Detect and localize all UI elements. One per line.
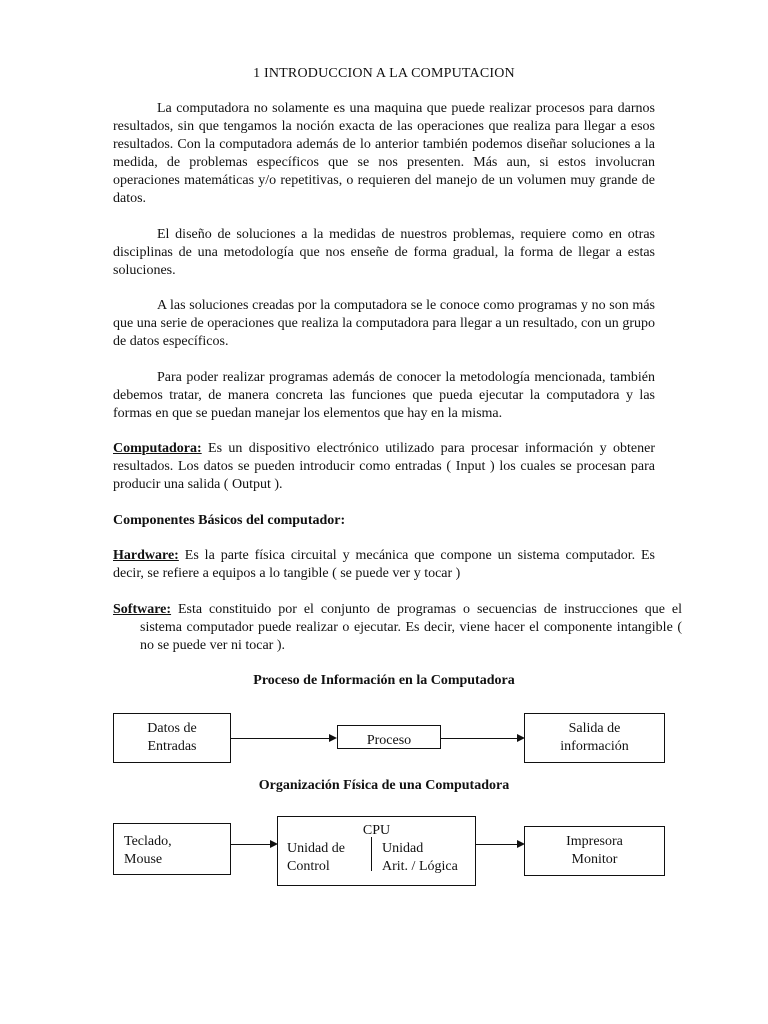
alu-unit-line2: Arit. / Lógica [382, 859, 458, 874]
alu-unit-line1: Unidad [382, 841, 424, 856]
arrow-input-to-cpu [231, 844, 270, 845]
diagram-organizacion-title: Organización Física de una Computadora [258, 778, 510, 793]
cpu-box [277, 816, 476, 886]
alu-unit [382, 840, 458, 876]
output-devices-line2: Monitor [571, 852, 618, 867]
input-data-line1: Datos de [147, 721, 197, 736]
componentes-heading: Componentes Básicos del computador: [113, 513, 346, 528]
output-info-line2: información [560, 739, 629, 754]
output-devices-box [524, 826, 665, 876]
arrow-cpu-to-output [476, 844, 517, 845]
term-hardware: Hardware: [113, 548, 179, 563]
arrow-input-to-process [231, 738, 329, 739]
arrow-head-icon [329, 734, 337, 742]
output-info-box [524, 713, 665, 763]
definition-hardware [113, 547, 655, 583]
control-unit-line1: Unidad de [287, 841, 345, 856]
input-devices-box [113, 823, 231, 875]
output-info-line1: Salida de [568, 721, 621, 736]
input-devices-line2: Mouse [124, 852, 163, 867]
paragraph-4: Para poder realizar programas además de conocer la metodología mencionada, también debemos tratar, de manera concreta las funciones que pueda ejecutar la computadora y las formas en que se puedan manejar los elementos que hay en la misma. [113, 370, 655, 421]
process-box [337, 725, 441, 749]
paragraph-2: El diseño de soluciones a la medidas de nuestros problemas, requiere como en otras disciplinas de una metodología que nos enseñe de forma gradual, la forma de llegar a estas soluciones. [113, 227, 655, 278]
definition-computadora-text: Es un dispositivo electrónico utilizado para procesar información y obtener resultados. Los datos se pueden introducir como entradas ( Input ) los cuales se procesan para producir una salida ( Output ). [113, 441, 655, 492]
definition-software [113, 601, 682, 655]
term-computadora: Computadora: [113, 441, 202, 456]
cpu-divider [371, 837, 372, 871]
definition-hardware-text: Es la parte física circuital y mecánica que compone un sistema computador. Es decir, se refiere a equipos a lo tangible ( se puede ver y tocar ) [113, 548, 655, 581]
control-unit [287, 840, 345, 876]
page-title: 1 INTRODUCCION A LA COMPUTACION [253, 66, 515, 81]
cpu-label: CPU [362, 823, 391, 838]
term-software: Software: [113, 602, 172, 617]
paragraph-1: La computadora no solamente es una maquina que puede realizar procesos para darnos resultados, sin que tengamos la noción exacta de las operaciones que realiza para llegar a esos resultados. Con la computadora además de lo anterior también podemos diseñar soluciones a la medida, de problemas específicos que se nos presenten. Más aun, si estos involucran operaciones matemáticas y/o repetitivas, o requieren del manejo de un volumen muy grande de datos. [113, 101, 655, 206]
paragraph-3: A las soluciones creadas por la computadora se le conoce como programas y no son más que una serie de operaciones que realiza la computadora para llegar a un resultado, con un grupo de datos específicos. [113, 298, 655, 349]
input-data-box [113, 713, 231, 763]
definition-computadora [113, 440, 655, 494]
process-label: Proceso [366, 733, 412, 748]
input-devices-line1: Teclado, [124, 834, 172, 849]
diagram-proceso-title: Proceso de Información en la Computadora [253, 673, 515, 688]
output-devices-line1: Impresora [566, 834, 623, 849]
control-unit-line2: Control [287, 859, 330, 874]
input-data-line2: Entradas [147, 739, 197, 754]
arrow-process-to-output [441, 738, 517, 739]
definition-software-text: Esta constituido por el conjunto de programas o secuencias de instrucciones que el sistema computador puede realizar o ejecutar. Es decir, viene hacer el componente intangible ( no se puede ver ni tocar ). [140, 602, 682, 653]
